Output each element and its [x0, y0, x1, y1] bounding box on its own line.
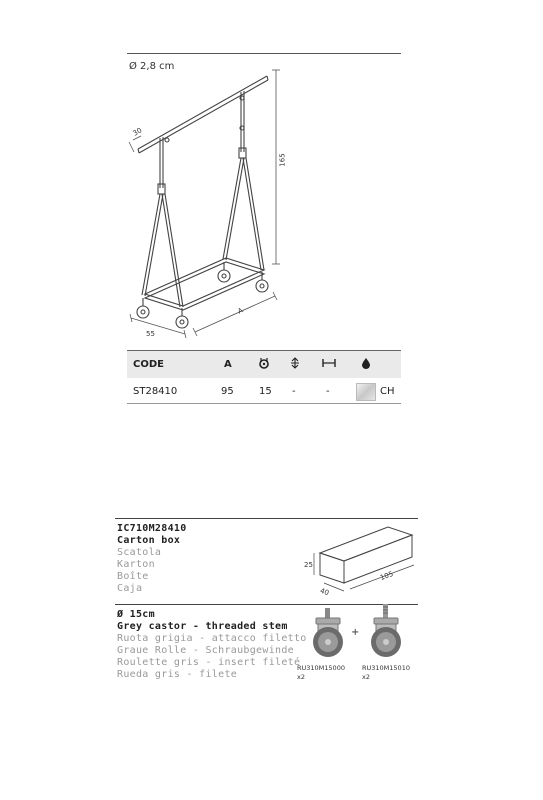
castor-code-2: RU310M15010 [362, 664, 410, 672]
castor-translation-de: Graue Rolle - Schraubgewinde [117, 645, 294, 656]
height-adjust-icon [289, 357, 301, 369]
castor-translation-es: Rueda gris - filete [117, 669, 238, 680]
castor-translations [117, 633, 307, 681]
finish-swatch [356, 383, 376, 401]
carton-dim-h: 25 [304, 561, 313, 569]
row-width: - [326, 386, 330, 397]
header-code: CODE [133, 359, 164, 370]
carton-translation-es: Caja [117, 583, 143, 594]
carton-title: Carton box [117, 535, 181, 546]
carton-box-drawing [300, 525, 420, 600]
carton-dim-d: 40 [318, 586, 331, 598]
dim-55-label: 55 [146, 330, 155, 338]
castor-wheel-icon [308, 606, 348, 662]
carton-translation-de: Karton [117, 559, 155, 570]
carton-translation-it: Scatola [117, 547, 162, 558]
carton-translation-fr: Boîte [117, 571, 149, 582]
castor-translation-it: Ruota grigia - attacco filetto [117, 633, 307, 644]
header-a: A [224, 359, 232, 370]
top-rule [127, 53, 401, 54]
dim-165-label: 165 [278, 153, 287, 167]
row-castor: 15 [259, 386, 272, 397]
row-a: 95 [221, 386, 234, 397]
garment-rack-diagram [125, 60, 305, 350]
row-finish: CH [380, 386, 395, 397]
castor-code-1: RU310M15000 [297, 664, 345, 672]
carton-top-rule [115, 518, 418, 519]
castor-qty-2: x2 [362, 673, 370, 681]
castor-size: Ø 15cm [117, 609, 155, 620]
carton-code: IC710M28410 [117, 523, 187, 534]
width-extend-icon [322, 357, 336, 369]
castor-title: Grey castor - threaded stem [117, 621, 288, 632]
plus-sign: + [351, 627, 360, 638]
row-height: - [292, 386, 296, 397]
castor-translation-fr: Roulette gris - insert fileté [117, 657, 301, 668]
carton-dim-w: 105 [379, 569, 395, 583]
drop-finish-icon [361, 357, 371, 369]
diameter-label: Ø 2,8 cm [129, 61, 175, 72]
carton-translations [117, 547, 161, 595]
dim-a-label: A [236, 306, 245, 316]
castor-icon [258, 357, 270, 369]
row-code: ST28410 [133, 386, 178, 397]
castor-qty-1: x2 [297, 673, 305, 681]
castor-wheel-stem-icon [366, 604, 406, 662]
dim-30-label: 30 [131, 126, 144, 138]
table-bottom-rule [127, 403, 401, 404]
